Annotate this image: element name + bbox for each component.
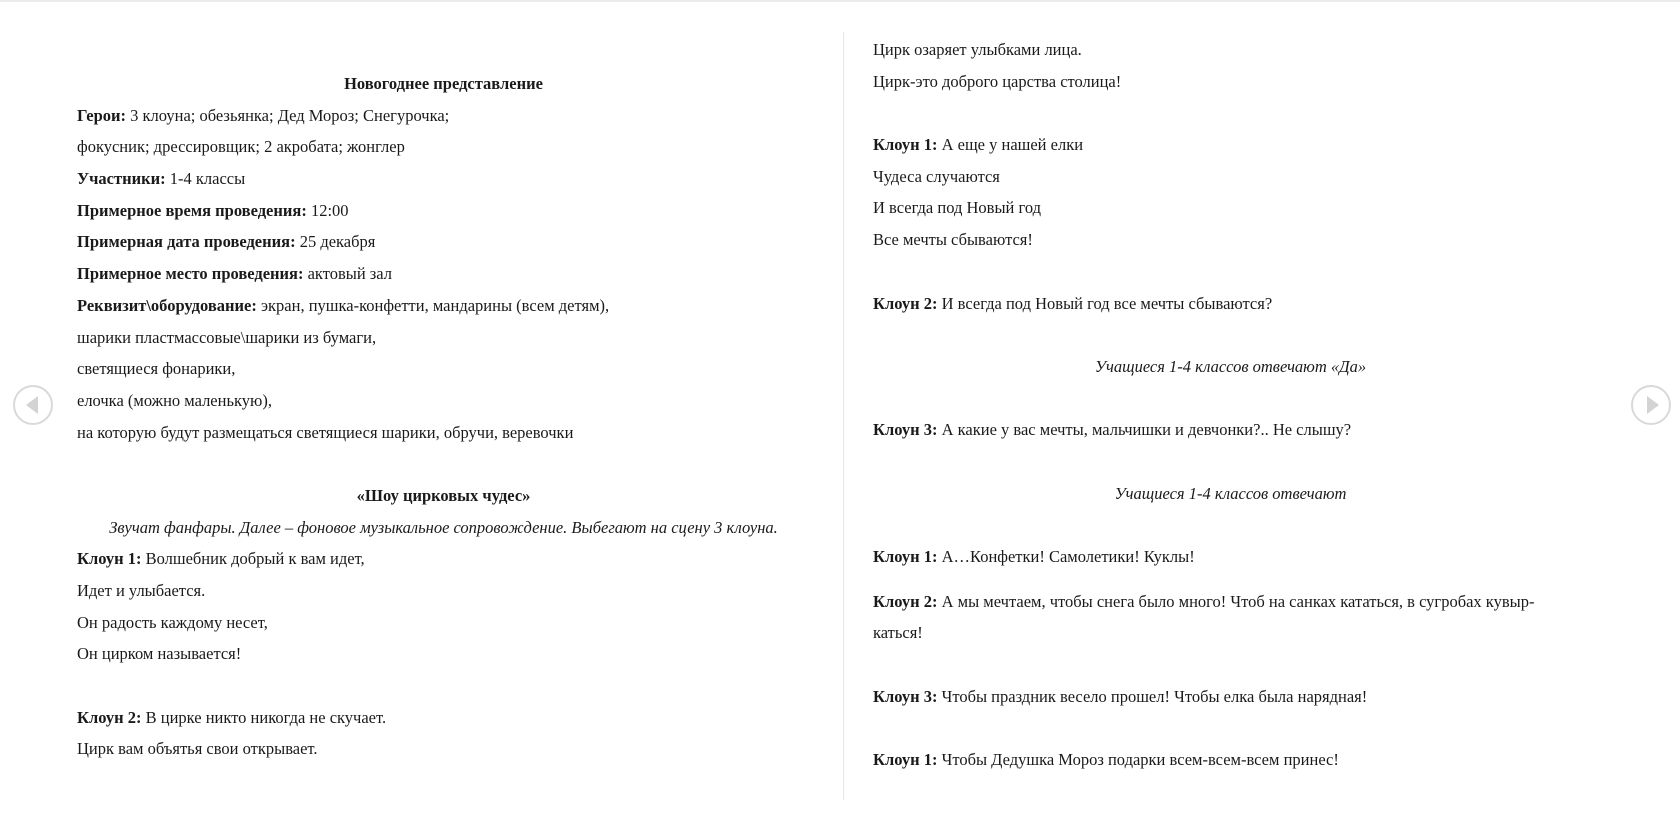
clown2a-label: Клоун 2: bbox=[873, 293, 938, 313]
spacer bbox=[873, 97, 1588, 129]
clown2b-line-2: каться! bbox=[873, 623, 923, 643]
show-title: «Шоу цирковых чудес» bbox=[356, 485, 531, 505]
participants-line bbox=[77, 163, 810, 195]
clown1a-text: А еще у нашей елки bbox=[937, 135, 1084, 155]
clown2-line bbox=[77, 702, 810, 734]
arrow-right-icon bbox=[1647, 396, 1659, 414]
clown1b-line bbox=[873, 541, 1588, 573]
date-line bbox=[77, 226, 810, 258]
heroes-label: Герои: bbox=[77, 105, 126, 125]
left-page bbox=[77, 68, 810, 765]
clown2b-label: Клоун 2: bbox=[873, 591, 938, 611]
heroes-line bbox=[77, 100, 810, 132]
spacer bbox=[873, 649, 1588, 681]
place-label: Примерное место проведения: bbox=[77, 264, 304, 284]
direction-2: Учащиеся 1-4 классов отвечают bbox=[1114, 483, 1347, 503]
clown1a-line-2: Чудеса случаются bbox=[873, 166, 1000, 186]
next-page-button[interactable] bbox=[1631, 385, 1671, 425]
clown1-text: Волшебник добрый к вам идет, bbox=[141, 549, 365, 569]
time-line bbox=[77, 195, 810, 227]
time-text: 12:00 bbox=[306, 200, 349, 220]
props-text: экран, пушка-конфетти, мандарины (всем детям), bbox=[256, 295, 610, 315]
props-line-5: на которую будут размещаться светящиеся шарики, обручи, веревочки bbox=[77, 422, 574, 442]
participants-label: Участники: bbox=[77, 169, 166, 189]
clown1c-text: Чтобы Дедушка Мороз подарки всем-всем-всем принес! bbox=[937, 750, 1339, 770]
place-line bbox=[77, 258, 810, 290]
props-line-4: елочка (можно маленькую), bbox=[77, 390, 272, 410]
participants-text: 1-4 классы bbox=[165, 169, 246, 189]
clown2-label: Клоун 2: bbox=[77, 707, 142, 727]
spacer bbox=[873, 383, 1588, 415]
clown1c-line bbox=[873, 744, 1588, 776]
spacer bbox=[873, 509, 1588, 541]
circus-line-1: Цирк озаряет улыбками лица. bbox=[873, 40, 1082, 59]
stage-direction: Звучат фанфары. Далее – фоновое музыкальное сопровождение. Выбегают на сцену 3 клоуна. bbox=[109, 517, 778, 537]
time-label: Примерное время проведения: bbox=[77, 200, 307, 220]
clown1-line-4: Он цирком называется! bbox=[77, 644, 242, 664]
spacer bbox=[873, 319, 1588, 351]
clown1c-label: Клоун 1: bbox=[873, 750, 938, 770]
clown2-text: В цирке никто никогда не скучает. bbox=[141, 707, 387, 727]
circus-line-2: Цирк-это доброго царства столица! bbox=[873, 71, 1122, 91]
spacer bbox=[873, 712, 1588, 744]
clown1a-line-4: Все мечты сбываются! bbox=[873, 230, 1033, 250]
clown1b-label: Клоун 1: bbox=[873, 547, 938, 566]
heroes-line-2: фокусник; дрессировщик; 2 акробата; жонглер bbox=[77, 137, 405, 157]
clown2a-text: И всегда под Новый год все мечты сбываются? bbox=[937, 293, 1273, 313]
props-label: Реквизит\оборудование: bbox=[77, 295, 257, 315]
place-text: актовый зал bbox=[303, 264, 393, 284]
clown3b-line bbox=[873, 681, 1588, 713]
date-label: Примерная дата проведения: bbox=[77, 232, 296, 252]
clown2a-line bbox=[873, 288, 1588, 320]
clown2b-text: А мы мечтаем, чтобы снега было много! Чтоб на санках кататься, в сугробах кувыр- bbox=[937, 591, 1535, 611]
clown2-line-2: Цирк вам объятья свои открывает. bbox=[77, 739, 318, 759]
clown3b-label: Клоун 3: bbox=[873, 686, 938, 706]
clown1b-text: А…Конфетки! Самолетики! Куклы! bbox=[937, 547, 1195, 566]
page-divider bbox=[843, 32, 844, 800]
clown3a-line bbox=[873, 414, 1588, 446]
spacer bbox=[77, 448, 810, 480]
props-line-2: шарики пластмассовые\шарики из бумаги, bbox=[77, 327, 377, 347]
clown1-line-2: Идет и улыбается. bbox=[77, 581, 206, 600]
clown3a-label: Клоун 3: bbox=[873, 420, 938, 440]
clown3b-text: Чтобы праздник весело прошел! Чтобы елка была нарядная! bbox=[937, 686, 1368, 706]
clown1-line-3: Он радость каждому несет, bbox=[77, 612, 268, 632]
spacer bbox=[77, 670, 810, 702]
doc-title: Новогоднее представление bbox=[344, 74, 543, 93]
clown1a-label: Клоун 1: bbox=[873, 135, 938, 155]
date-text: 25 декабря bbox=[295, 232, 376, 252]
props-line bbox=[77, 290, 810, 322]
direction-1: Учащиеся 1-4 классов отвечают «Да» bbox=[1094, 356, 1367, 376]
arrow-left-icon bbox=[26, 396, 38, 414]
clown2b-line bbox=[873, 586, 1588, 618]
heroes-text: 3 клоуна; обезьянка; Дед Мороз; Снегурочка; bbox=[126, 105, 450, 125]
spacer bbox=[873, 256, 1588, 288]
clown1a-line bbox=[873, 129, 1588, 161]
clown1a-line-3: И всегда под Новый год bbox=[873, 198, 1042, 218]
right-page bbox=[873, 34, 1588, 776]
clown3a-text: А какие у вас мечты, мальчишки и девчонки?.. Не слышу? bbox=[937, 420, 1352, 440]
clown1-line bbox=[77, 543, 810, 575]
clown1-label: Клоун 1: bbox=[77, 549, 142, 569]
prev-page-button[interactable] bbox=[13, 385, 53, 425]
props-line-3: светящиеся фонарики, bbox=[77, 359, 236, 379]
spacer bbox=[873, 446, 1588, 478]
